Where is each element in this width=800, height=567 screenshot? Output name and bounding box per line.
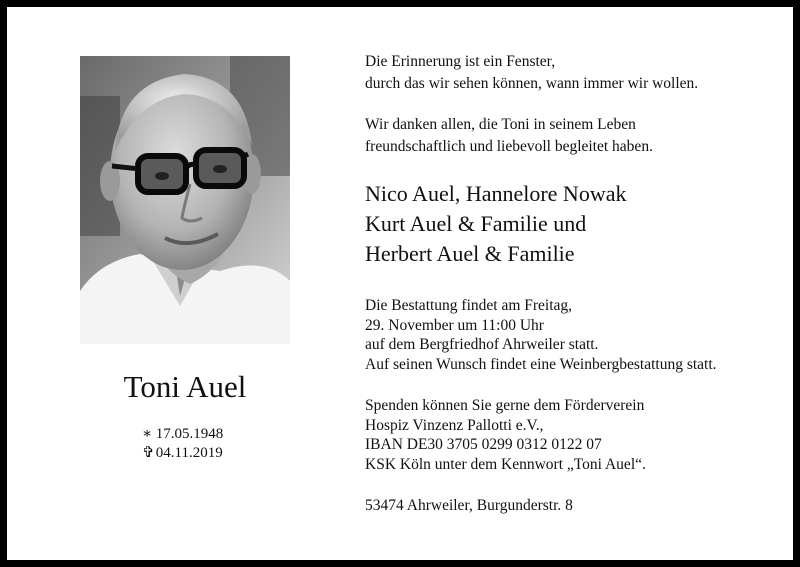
funeral-line: Die Bestattung findet am Freitag, bbox=[365, 297, 573, 314]
quote bbox=[365, 51, 698, 95]
birth-date: 17.05.1948 bbox=[155, 426, 224, 442]
donation-line: Spenden können Sie gerne dem Förderverein bbox=[365, 397, 645, 414]
thanks-note bbox=[365, 114, 653, 158]
thanks-line: freundschaftlich und liebevoll begleitet haben. bbox=[365, 138, 653, 155]
donation-info bbox=[365, 396, 646, 474]
funeral-info bbox=[365, 296, 717, 374]
mourners bbox=[365, 179, 626, 269]
death-date-row bbox=[142, 444, 223, 463]
mourner-line: Nico Auel, Hannelore Nowak bbox=[365, 181, 627, 206]
birth-star-icon: ∗ bbox=[142, 426, 153, 442]
portrait-photo bbox=[80, 56, 290, 344]
deceased-name: Toni Auel bbox=[123, 369, 247, 404]
mourner-line: Herbert Auel & Familie bbox=[365, 241, 575, 266]
mourner-line: Kurt Auel & Familie und bbox=[365, 211, 587, 236]
birth-date-row bbox=[142, 425, 223, 444]
death-date: 04.11.2019 bbox=[155, 445, 223, 461]
address: 53474 Ahrweiler, Burgunderstr. 8 bbox=[365, 497, 573, 514]
donation-line: Hospiz Vinzenz Pallotti e.V., bbox=[365, 416, 544, 434]
obituary-card bbox=[7, 7, 793, 560]
donation-line: IBAN DE30 3705 0299 0312 0122 07 bbox=[365, 436, 602, 453]
quote-line: durch das wir sehen können, wann immer wir wollen. bbox=[365, 75, 699, 92]
funeral-line: Auf seinen Wunsch findet eine Weinbergbestattung statt. bbox=[365, 355, 717, 373]
death-cross-icon: ✞ bbox=[142, 445, 155, 461]
thanks-line: Wir danken allen, die Toni in seinem Leben bbox=[365, 116, 636, 133]
life-dates bbox=[142, 425, 223, 463]
funeral-line: auf dem Bergfriedhof Ahrweiler statt. bbox=[365, 336, 599, 353]
donation-line: KSK Köln unter dem Kennwort „Toni Auel“. bbox=[365, 455, 646, 473]
funeral-line: 29. November um 11:00 Uhr bbox=[365, 316, 544, 334]
quote-line: Die Erinnerung ist ein Fenster, bbox=[365, 53, 556, 70]
